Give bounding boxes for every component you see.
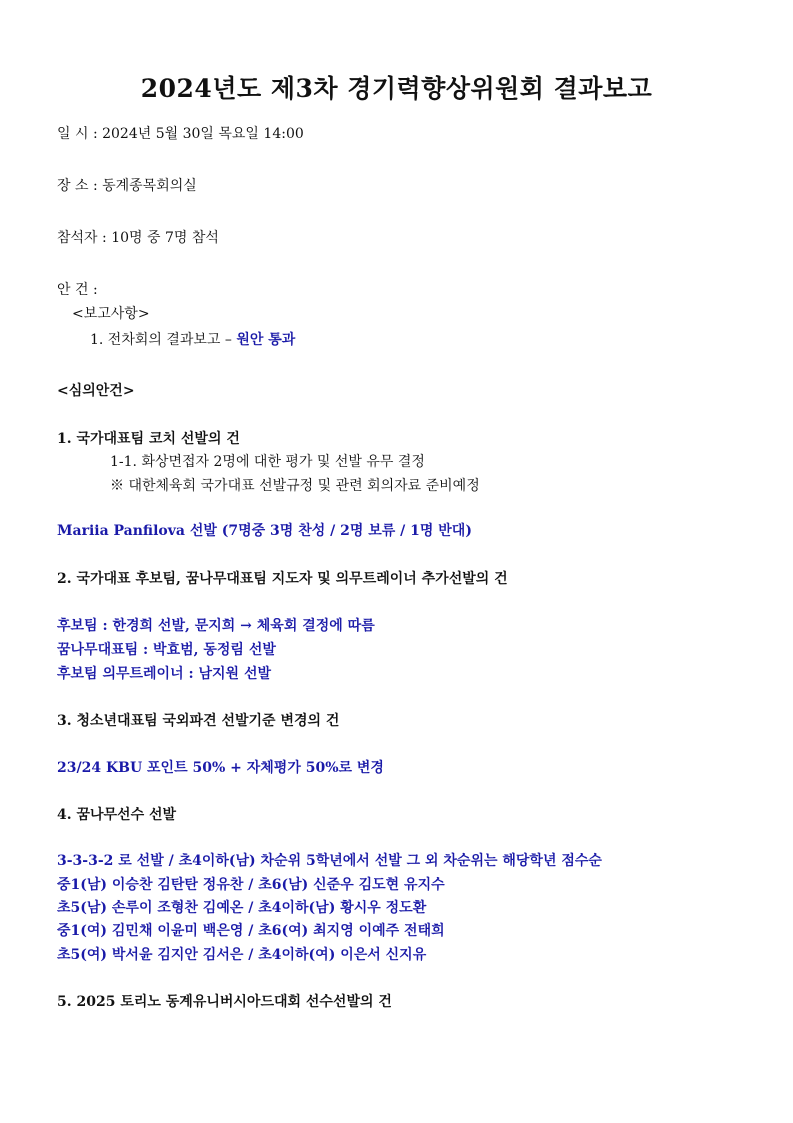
report-item-1: [90, 331, 295, 349]
section-4-result-1: 3-3-3-2 로 선발 / 초4이하(남) 차순위 5학년에서 선발 그 외 차순위는 해당학년 점수순: [57, 853, 602, 869]
section-4-result-4: 중1(여) 김민채 이윤미 백은영 / 초6(여) 최지영 이예주 전태희: [57, 923, 445, 939]
deliberation-heading: <심의안건>: [57, 383, 135, 399]
section-1-subitem: 1-1. 화상면접자 2명에 대한 평가 및 선발 유무 결정: [110, 454, 425, 470]
section-3-result: 23/24 KBU 포인트 50% + 자체평가 50%로 변경: [57, 760, 384, 776]
meeting-date: 일 시 : 2024년 5월 30일 목요일 14:00: [57, 126, 304, 142]
section-3-title: 3. 청소년대표팀 국외파견 선발기준 변경의 건: [57, 713, 340, 729]
document-title: 2024년도 제3차 경기력향상위원회 결과보고: [140, 74, 653, 103]
section-2-title: 2. 국가대표 후보팀, 꿈나무대표팀 지도자 및 의무트레이너 추가선발의 건: [57, 571, 508, 587]
section-2-result-1: 후보팀 : 한경희 선발, 문지희 → 체육회 결정에 따름: [57, 618, 375, 634]
report-item-1-result: 원안 통과: [236, 332, 296, 348]
section-4-result-5: 초5(여) 박서윤 김지안 김서은 / 초4이하(여) 이은서 신지유: [57, 947, 427, 963]
section-2-result-2: 꿈나무대표팀 : 박효범, 동정림 선발: [57, 642, 276, 658]
report-heading: <보고사항>: [72, 306, 150, 322]
section-4-result-3: 초5(남) 손루이 조형찬 김예온 / 초4이하(남) 황시우 정도환: [57, 900, 427, 916]
section-4-result-2: 중1(남) 이승찬 김탄탄 정유찬 / 초6(남) 신준우 김도현 유지수: [57, 877, 445, 893]
report-item-1-text: 1. 전차회의 결과보고 –: [90, 332, 237, 348]
meeting-place: 장 소 : 동계종목회의실: [57, 178, 197, 194]
section-1-result: Mariia Panfilova 선발 (7명중 3명 찬성 / 2명 보류 / 1명 반대): [57, 523, 472, 539]
section-1-note: ※ 대한체육회 국가대표 선발규정 및 관련 회의자료 준비예정: [110, 478, 480, 494]
section-5-title: 5. 2025 토리노 동계유니버시아드대회 선수선발의 건: [57, 994, 392, 1010]
agenda-label: 안 건 :: [57, 282, 98, 298]
section-4-title: 4. 꿈나무선수 선발: [57, 807, 177, 823]
meeting-attendees: 참석자 : 10명 중 7명 참석: [57, 230, 219, 246]
section-1-title: 1. 국가대표팀 코치 선발의 건: [57, 431, 240, 447]
section-2-result-3: 후보팀 의무트레이너 : 남지원 선발: [57, 666, 271, 682]
